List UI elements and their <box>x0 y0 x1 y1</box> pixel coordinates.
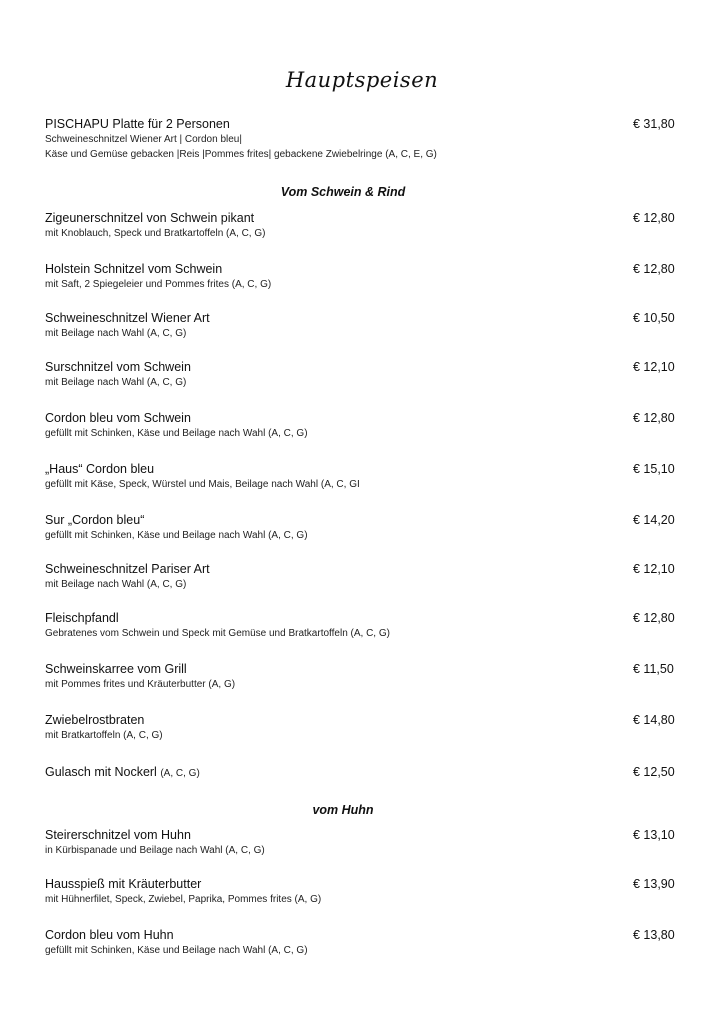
item-name: Schweineschnitzel Wiener Art <box>45 311 210 325</box>
item-description: mit Beilage nach Wahl (A, C, G) <box>45 328 187 339</box>
item-description: Käse und Gemüse gebacken |Reis |Pommes frites| gebackene Zwiebelringe (A, C, E, G) <box>45 149 437 160</box>
item-name: „Haus“ Cordon bleu <box>45 462 155 476</box>
menu-item <box>45 712 675 743</box>
item-name: Hausspieß mit Kräuterbutter <box>45 877 202 891</box>
item-description: mit Bratkartoffeln (A, C, G) <box>45 730 163 741</box>
item-name: Sur „Cordon bleu“ <box>45 513 145 527</box>
menu-item <box>45 410 675 441</box>
menu-item <box>45 661 674 692</box>
item-description: mit Beilage nach Wahl (A, C, G) <box>45 579 187 590</box>
page-title: Hauptspeisen <box>285 68 439 92</box>
item-price: € 14,20 <box>633 513 675 527</box>
item-name: Fleischpfandl <box>45 611 119 625</box>
menu-item <box>45 310 675 341</box>
item-description: gefüllt mit Schinken, Käse und Beilage nach Wahl (A, C, G) <box>45 428 308 439</box>
item-allergens: (A, C, G) <box>160 768 200 779</box>
item-description: mit Beilage nach Wahl (A, C, G) <box>45 377 187 388</box>
item-price: € 12,10 <box>633 562 675 576</box>
item-description: mit Pommes frites und Kräuterbutter (A, G) <box>45 679 236 690</box>
item-price: € 12,10 <box>633 360 675 374</box>
section-title-pork-beef: Vom Schwein & Rind <box>280 185 406 199</box>
menu-item <box>45 461 675 492</box>
section-title-chicken: vom Huhn <box>312 803 374 817</box>
item-price: € 12,80 <box>633 211 675 225</box>
item-name: Zwiebelrostbraten <box>45 713 145 727</box>
item-price: € 13,90 <box>633 877 675 891</box>
item-name: Holstein Schnitzel vom Schwein <box>45 262 223 276</box>
item-price: € 12,50 <box>633 765 675 779</box>
item-price: € 12,80 <box>633 262 675 276</box>
menu-item <box>45 512 675 543</box>
item-name: Cordon bleu vom Schwein <box>45 411 191 425</box>
item-price: € 14,80 <box>633 713 675 727</box>
item-price: € 13,80 <box>633 928 675 942</box>
menu-item <box>45 927 675 958</box>
item-description: Gebratenes vom Schwein und Speck mit Gemüse und Bratkartoffeln (A, C, G) <box>45 628 390 639</box>
item-description: gefüllt mit Schinken, Käse und Beilage nach Wahl (A, C, G) <box>45 945 308 956</box>
item-price: € 13,10 <box>633 828 675 842</box>
menu-item <box>45 561 675 592</box>
item-price: € 15,10 <box>633 462 675 476</box>
item-name: Zigeunerschnitzel von Schwein pikant <box>45 211 255 225</box>
menu-item-goulash <box>45 764 675 782</box>
menu-item <box>45 876 675 907</box>
item-price: € 11,50 <box>633 662 674 676</box>
item-description: in Kürbispanade und Beilage nach Wahl (A, C, G) <box>45 845 265 856</box>
item-name: Surschnitzel vom Schwein <box>45 360 191 374</box>
menu-item <box>45 359 675 390</box>
item-description: mit Saft, 2 Spiegeleier und Pommes frites (A, C, G) <box>45 279 272 290</box>
menu-item <box>45 827 675 858</box>
item-description: mit Hühnerfilet, Speck, Zwiebel, Paprika, Pommes frites (A, G) <box>45 894 322 905</box>
item-description: gefüllt mit Käse, Speck, Würstel und Mais, Beilage nach Wahl (A, C, GI <box>45 479 360 490</box>
item-name: Steirerschnitzel vom Huhn <box>45 828 191 842</box>
item-description: gefüllt mit Schinken, Käse und Beilage nach Wahl (A, C, G) <box>45 530 308 541</box>
item-price: € 10,50 <box>633 311 675 325</box>
menu-item-platter <box>45 116 675 162</box>
menu-item <box>45 610 675 641</box>
item-price: € 12,80 <box>633 611 675 625</box>
item-price: € 31,80 <box>633 117 675 131</box>
item-description: mit Knoblauch, Speck und Bratkartoffeln (A, C, G) <box>45 228 266 239</box>
menu-item <box>45 210 675 241</box>
item-name-text: Gulasch mit Nockerl <box>45 765 157 779</box>
item-name: Cordon bleu vom Huhn <box>45 928 174 942</box>
item-name: Schweinskarree vom Grill <box>45 662 187 676</box>
item-name: Schweineschnitzel Pariser Art <box>45 562 210 576</box>
menu-item <box>45 261 675 292</box>
item-price: € 12,80 <box>633 411 675 425</box>
item-name: PISCHAPU Platte für 2 Personen <box>45 117 230 131</box>
item-description: Schweineschnitzel Wiener Art | Cordon bleu| <box>45 134 242 145</box>
item-name <box>45 764 635 782</box>
